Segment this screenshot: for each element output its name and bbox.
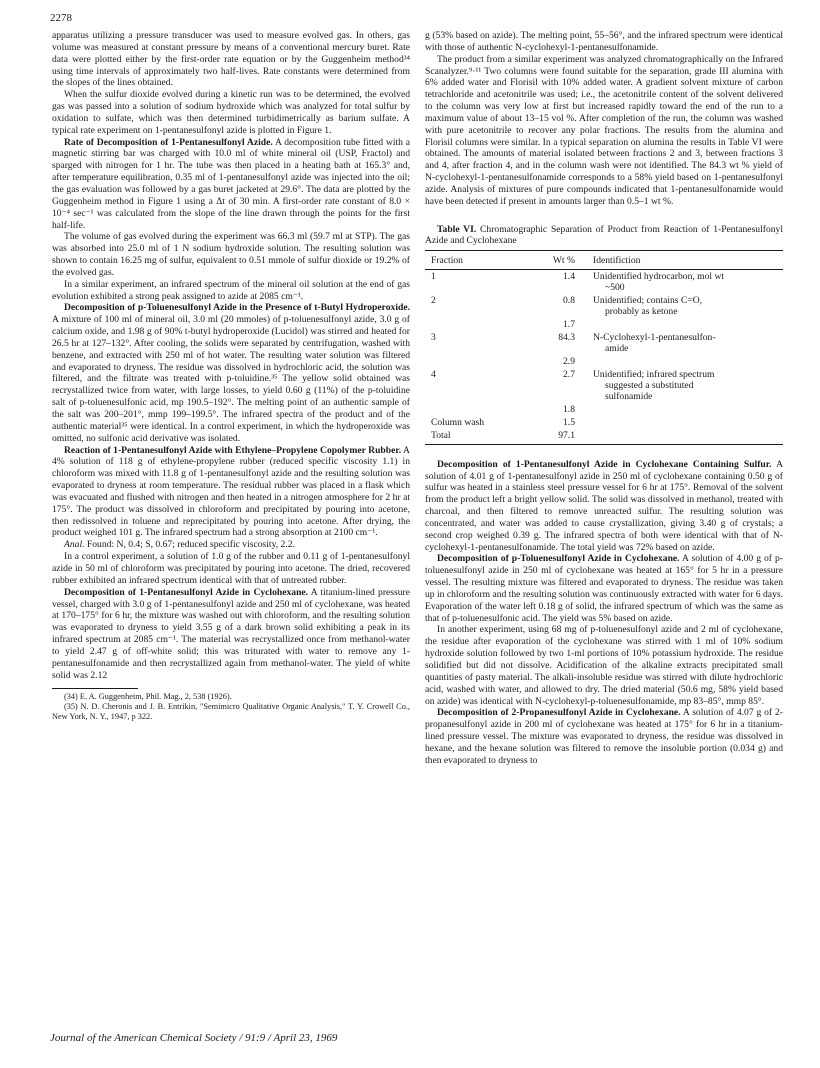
- section-heading: Decomposition of p-Toluenesulfonyl Azide in Cyclohexane.: [437, 553, 680, 565]
- table-title: Chromatographic Separation of Product from Reaction of 1-Pentanesulfonyl Azide and Cyclohexane: [425, 223, 784, 247]
- identification-cell: [583, 318, 783, 331]
- table-row: [425, 403, 783, 416]
- fraction-cell: Total: [425, 429, 521, 445]
- table-row: [425, 416, 783, 429]
- column-header: Identifiction: [583, 250, 783, 269]
- column-header: Fraction: [425, 250, 521, 269]
- paragraph: The product from a similar experiment was analyzed chromatographically on the Infrared Scanalyzer.⁹·¹¹ Two columns were found suitable for the separation, grade III alumina with 6% added water and Florisil with 10% added water. A gradient solvent mixture of carbon tetrachloride and acetonitrile was used; i.e., the acetonitrile content of the solvent delivered to the column was very low at first but increased rapidly toward the end of the run to a maximum value of about 13–15 vol %. After completion of the run, the column was washed with pure acetonitrile to recover any polar fractions. The results from the alumina and Florisil columns were similar. In a typical separation on alumina the results in Table VI were obtained. The amounts of material isolated between fractions 2 and 3, between fractions 3 and 4, after fraction 4, and in the column wash were not identified. The 84.3 wt % yield of N-cyclohexyl-1-pentanesulfonamide corresponds to a 58% yield based on 1-pentanesulfonyl azide. Analysis of mixtures of pure compounds indicated that 1-pentanesulfonamide would have been detected if present in amounts larger than 0.5–1 wt %.: [425, 53, 783, 207]
- journal-footer: Journal of the American Chemical Society / 91:9 / April 23, 1969: [50, 1032, 338, 1044]
- paragraph: In another experiment, using 68 mg of p-toluenesulfonyl azide and 2 ml of cyclohexane, the residue after evaporation of the cyclohexane was stirred with 1 ml of 10% sodium hydroxide solution followed by two 1-ml portions of 10% potassium hydroxide. The residue solidified but did not dissolve. Acidification of the alkaline extracts precipitated small quantities of pasty material. The alkali-insoluble residue was stirred with dilute hydrochloric acid, washed with water, and allowed to dry. The dried material (50.6 mg, 58% yield based on azide) was identical with N-cyclohexyl-p-toluenesulfonamide, mp 83–85°, mmp 85°.: [425, 624, 783, 707]
- paragraph-body: Found: N, 0.4; S, 0.67; reduced specific viscosity, 2.2.: [84, 539, 295, 551]
- identification-cell: [583, 368, 783, 403]
- fraction-cell: Column wash: [431, 416, 485, 428]
- paragraph: When the sulfur dioxide evolved during a kinetic run was to be determined, the evolved gas was passed into a solution of sodium hydroxide which was analyzed for total sulfur by oxidation to sulfate, which was then determined turbidimetrically as barium sulfate. A typical rate experiment on 1-pentanesulfonyl azide is plotted in Figure 1.: [52, 89, 410, 136]
- weight-percent-cell: 84.3: [558, 331, 575, 343]
- section-heading: Decomposition of 2-Propanesulfonyl Azide in Cyclohexane.: [437, 707, 681, 719]
- table-row: [425, 429, 783, 445]
- table-row: [425, 294, 783, 318]
- weight-percent-cell: 1.7: [563, 318, 575, 330]
- identification-text: N-Cyclohexyl-1-pentanesulfon-: [593, 331, 716, 343]
- table-row: [425, 368, 783, 403]
- column-header: Wt %: [521, 250, 583, 269]
- fraction-cell: [425, 318, 521, 331]
- data-table: [425, 250, 783, 445]
- weight-percent-cell: 1.8: [563, 403, 575, 415]
- identification-text: Unidentified; contains C=O,: [593, 294, 703, 306]
- paragraph: [425, 553, 783, 624]
- section-heading: Decomposition of p-Toluenesulfonyl Azide in the Presence of t-Butyl Hydroperoxide.: [64, 302, 410, 314]
- identification-text: Unidentified hydrocarbon, mol wt: [593, 270, 725, 282]
- paragraph: [52, 445, 410, 540]
- paragraph: [425, 459, 783, 554]
- paragraph: In a similar experiment, an infrared spectrum of the mineral oil solution at the end of gas evolution exhibited a strong peak assigned to azide at 2085 cm⁻¹.: [52, 278, 410, 302]
- paragraph: apparatus utilizing a pressure transducer was used to measure evolved gas. In others, gas volume was measured at constant pressure by means of a conventional mercury buret. Rate data were plotted either by the first-order rate equation or by the Guggenheim method³⁴ using time intervals of approximately two half-lives. Rate constants were determined from the slopes of the lines obtained.: [52, 30, 410, 89]
- fraction-cell: 3: [431, 331, 436, 343]
- identification-text: probably as ketone: [605, 305, 678, 317]
- paragraph-body: A titanium-lined pressure vessel, charged with 3.0 g of 1-pentanesulfonyl azide and 250 ml of cyclohexane, was heated at 170–175° for 6 hr, the mixture was washed out with chloroform, and the resulting solution was evaporated to dryness to yield 3.55 g of a dark brown solid exhibiting a peak in its infrared spectrum at 2085 cm⁻¹. The material was recrystallized once from methanol-water to yield 2.47 g of off-white solid; this was triturated with water to remove any 1-pentanesulfonamide and then recrystallized again from methanol-water. The yield of white solid was 2.12: [52, 586, 410, 681]
- table-label: Table VI.: [437, 223, 477, 235]
- identification-cell: [583, 294, 783, 318]
- table-body: [425, 269, 783, 444]
- page-number: 2278: [50, 12, 72, 24]
- weight-percent-cell: 0.8: [563, 294, 575, 306]
- table-vi: [425, 224, 783, 445]
- identification-text: suggested a substituted: [605, 379, 694, 391]
- paragraph: In a control experiment, a solution of 1.0 g of the rubber and 0.11 g of 1-pentanesulfonyl azide in 50 ml of chloroform was precipitated by pouring into acetone. The dried, recovered rubber exhibited an infrared spectrum identical with that of untreated rubber.: [52, 551, 410, 586]
- identification-cell: [583, 331, 783, 355]
- paragraph-body: A solution of 4.00 g of p-toluenesulfonyl azide in 250 ml of cyclohexane was heated at 165° for 5 hr in a pressure vessel. The resulting mixture was filtered and evaporated to dryness. The residue was taken up in chloroform and the resulting solution was continuously extracted with water for 6 days. Evaporation of the water left 0.18 g of solid, the infrared spectrum of which was the same as that of p-toluenesulfonic acid. The yield was 5% based on azide.: [425, 553, 783, 624]
- section-heading: Decomposition of 1-Pentanesulfonyl Azide in Cyclohexane Containing Sulfur.: [437, 458, 772, 470]
- paragraph: [52, 302, 410, 444]
- weight-percent-cell: 1.5: [563, 416, 575, 428]
- paragraph-body: A decomposition tube fitted with a magnetic stirring bar was charged with 10.0 ml of white mineral oil (USP, Fractol) and sparged with nitrogen for 1 hr. The tube was then placed in a heating bath at 165.3° and, after temperature equilibration, 0.35 ml of 1-pentanesulfonyl azide was injected into the oil; the gas evaluation was followed by a gas buret jacketed at 29.6°. The data are plotted by the Guggenheim method in Figure 1 using a Δt of 30 min. A first-order rate constant of 8.0 × 10⁻⁴ sec⁻¹ was calculated from the slope of the line drawn through the points for the first half-life.: [52, 136, 411, 231]
- weight-percent-cell: 97.1: [521, 429, 583, 445]
- paragraph: [52, 587, 410, 682]
- identification-text: ~500: [605, 281, 625, 293]
- footnote-divider: [52, 688, 138, 689]
- identification-cell: [583, 429, 783, 445]
- analysis-label: Anal.: [64, 539, 85, 551]
- weight-percent-cell: 2.7: [563, 368, 575, 380]
- section-heading: Rate of Decomposition of 1-Pentanesulfonyl Azide.: [64, 136, 273, 148]
- identification-cell: [583, 355, 783, 368]
- paragraph-body: A 4% solution of 118 g of ethylene-propylene rubber (reduced specific viscosity 1.1) in chloroform was mixed with 11.8 g of 1-pentanesulfonyl azide and the resulting solution was evaporated to dryness at room temperature. The residual rubber was placed in a flask which was evacuated and flushed with nitrogen and then heated in a nitrogen atmosphere for 2 hr at 175°. The product was dissolved in chloroform and precipitated by pouring into acetone, then redissolved in toluene and reprecipitated by pouring into acetone. After drying, the product weighed 101 g. The infrared spectrum had a strong absorption at 2100 cm⁻¹.: [52, 444, 410, 539]
- paragraph: The volume of gas evolved during the experiment was 66.3 ml (59.7 ml at STP). The gas was absorbed into 25.0 ml of 1 N sodium hydroxide solution. The resulting solution was shown to contain 16.25 mg of sulfur, equivalent to 0.51 mmole of sulfur dioxide or 19.2% of the evolved gas.: [52, 231, 410, 278]
- table-header-row: [425, 250, 783, 269]
- identification-text: sulfonamide: [605, 390, 653, 402]
- identification-cell: [583, 403, 783, 416]
- fraction-cell: 4: [431, 368, 436, 380]
- paragraph: g (53% based on azide). The melting point, 55–56°, and the infrared spectrum were identical with those of authentic N-cyclohexyl-1-pentanesulfonamide.: [425, 30, 783, 53]
- weight-percent-cell: 2.9: [563, 355, 575, 367]
- section-heading: Reaction of 1-Pentanesulfonyl Azide with Ethylene–Propylene Copolymer Rubber.: [64, 444, 402, 456]
- footnote: (35) N. D. Cheronis and J. B. Entrikin, "Semimicro Qualitative Organic Analysis," T. Y. Crowell Co., New York, N. Y., 1947, p 322.: [52, 702, 410, 722]
- right-column: [425, 30, 783, 767]
- left-column: [52, 30, 410, 722]
- fraction-cell: 1: [431, 270, 436, 282]
- fraction-cell: 2: [431, 294, 436, 306]
- table-row: [425, 355, 783, 368]
- identification-text: Unidentified; infrared spectrum: [593, 368, 715, 380]
- weight-percent-cell: 1.4: [563, 270, 575, 282]
- paragraph-body: A solution of 4.01 g of 1-pentanesulfonyl azide in 250 ml of cyclohexane containing 0.50 g of sulfur was heated in a stainless steel pressure vessel for 6 hr at 175°. Removal of the solvent from the product left a bright yellow solid. The solid was dissolved in methanol, treated with charcoal, and then filtered to remove unreacted sulfur. The resulting solution was concentrated, and water was added to cause crystallization, giving 3.40 g of crystals; a second crop weighed 0.39 g. The infrared spectra of both were identical with that of N-cyclohexyl-1-pentanesulfonamide. The total yield was 72% based on azide.: [425, 458, 783, 553]
- fraction-cell: [425, 355, 521, 368]
- identification-cell: [583, 269, 783, 294]
- paragraph: [425, 707, 783, 766]
- table-caption: [425, 224, 783, 247]
- table-row: [425, 269, 783, 294]
- identification-cell: [583, 416, 783, 429]
- footnote: (34) E. A. Guggenheim, Phil. Mag., 2, 538 (1926).: [64, 692, 232, 702]
- table-row: [425, 318, 783, 331]
- paragraph-body: A mixture of 100 ml of mineral oil, 3.0 ml (20 mmoles) of p-toluenesulfonyl azide, 3.0 g of calcium oxide, and 1.98 g of 90% t-butyl hydroperoxide (Lucidol) was stirred and heated for 26.5 hr at 127–132°. After cooling, the solids were separated by centrifugation, washed with benzene, and extracted with 250 ml of hot water. The resulting water solution was filtered and evaporated to dryness. The residue was dissolved in hydrochloric acid, the solution was filtered, and the filtrate was treated with p-toluidine.³⁵ The yellow solid obtained was recrystallized twice from water, with large losses, to yield 0.60 g (11%) of the p-toluidine salt of p-toluenesulfonic acid, mp 190.5–192°. The melting point of an authentic sample of the salt was 200–201°, mmp 199–199.5°. The infrared spectra of the product and of the authentic material³⁵ were identical. In a control experiment, in which the hydroperoxide was omitted, no sulfonic acid derivative was isolated.: [52, 314, 410, 444]
- identification-text: amide: [605, 342, 629, 354]
- paragraph-body: A solution of 4.07 g of 2-propanesulfonyl azide in 200 ml of cyclohexane was heated at 175° for 6 hr in a titanium-lined pressure vessel. The mixture was evaporated to dryness, the residue was dissolved in hexane, and the hexane solution was filtered to remove the insoluble portion (0.034 g) and then evaporated to dryness to: [425, 707, 783, 766]
- paragraph: [52, 137, 410, 232]
- section-heading: Decomposition of 1-Pentanesulfonyl Azide in Cyclohexane.: [64, 586, 309, 598]
- table-row: [425, 331, 783, 355]
- paragraph: [52, 539, 410, 551]
- fraction-cell: [425, 403, 521, 416]
